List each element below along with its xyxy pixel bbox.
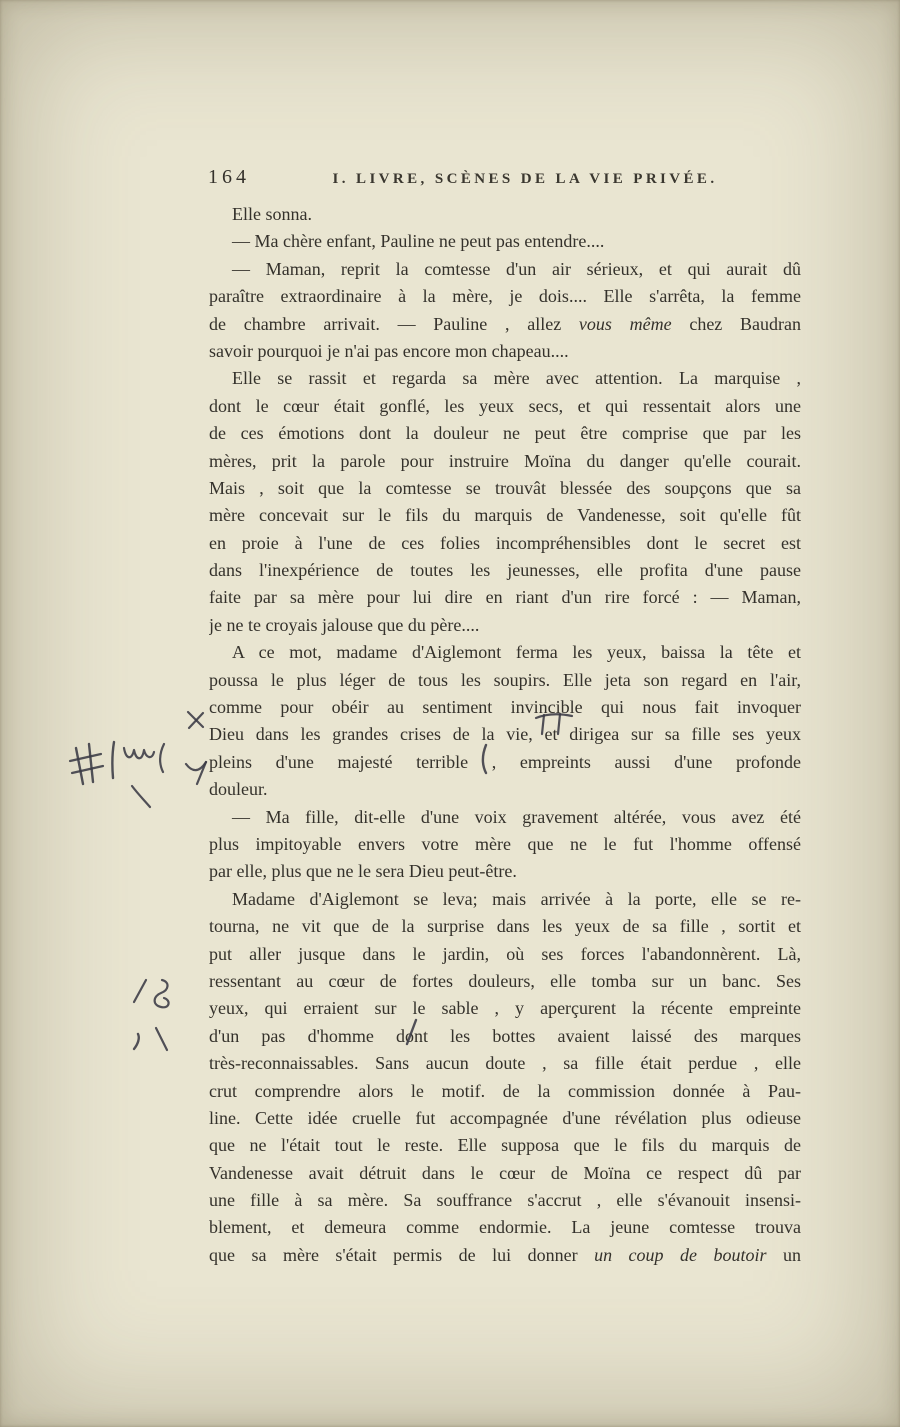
text-line bbox=[209, 639, 801, 666]
text-segment: par elle, plus que ne le sera Dieu peut-être. bbox=[209, 861, 517, 882]
text-segment: Elle sonna. bbox=[232, 204, 312, 224]
text-segment: plus impitoyable envers votre mère que ne le fut l'homme offensé bbox=[209, 833, 801, 854]
text-line bbox=[209, 228, 801, 255]
text-segment: mères, prit la parole pour instruire Moïna du danger qu'elle courait. bbox=[209, 450, 801, 471]
text-segment: faite par sa mère pour lui dire en riant d'un rire forcé : — Maman, bbox=[209, 587, 801, 608]
text-line bbox=[209, 1242, 801, 1269]
text-segment: Dieu dans les grandes crises de la vie, et dirigea sur sa fille ses yeux bbox=[209, 724, 801, 745]
text-line bbox=[209, 1132, 801, 1159]
text-line bbox=[209, 1050, 801, 1077]
handwriting-margin-marks-top-icon bbox=[62, 700, 212, 812]
text-segment: — Ma chère enfant, Pauline ne peut pas entendre.... bbox=[232, 231, 605, 252]
page-header bbox=[208, 166, 800, 189]
text-segment: crut comprendre alors le motif. de la commission donnée à Pau- bbox=[209, 1080, 801, 1101]
text-segment: Mais , soit que la comtesse se trouvât blessée des soupçons que sa bbox=[209, 477, 801, 498]
text-segment: que ne l'était tout le reste. Elle supposa que le fils du marquis de bbox=[209, 1135, 801, 1156]
text-line bbox=[209, 858, 801, 885]
text-line bbox=[209, 420, 801, 447]
text-line bbox=[209, 804, 801, 831]
text-segment: blement, et demeura comme endormie. La jeune comtesse trouva bbox=[209, 1217, 801, 1238]
text-line bbox=[209, 448, 801, 475]
page-number: 164 bbox=[208, 166, 250, 188]
text-line bbox=[209, 612, 801, 639]
text-segment: très-reconnaissables. Sans aucun doute , sa fille était perdue , elle bbox=[209, 1053, 801, 1074]
text-line bbox=[209, 831, 801, 858]
text-segment: un bbox=[766, 1244, 801, 1265]
text-segment: dans l'inexpérience de toutes les jeunesses, elle profita d'une pause bbox=[209, 560, 801, 581]
text-segment: poussa le plus léger de tous les soupirs. Elle jeta son regard en l'air, bbox=[209, 669, 801, 690]
text-line bbox=[209, 667, 801, 694]
handwriting-margin-marks-bottom-icon bbox=[126, 976, 182, 1056]
text-line bbox=[209, 941, 801, 968]
text-segment: Madame d'Aiglemont se leva; mais arrivée à la porte, elle se re- bbox=[232, 888, 801, 909]
text-line bbox=[209, 913, 801, 940]
text-segment: d'un pas d'homme dont les bottes avaient laissé des marques bbox=[209, 1025, 801, 1046]
text-line bbox=[209, 502, 801, 529]
text-segment: Vandenesse avait détruit dans le cœur de Moïna ce respect dû par bbox=[209, 1162, 801, 1183]
text-segment: savoir pourquoi je n'ai pas encore mon chapeau.... bbox=[209, 340, 569, 361]
text-line bbox=[209, 1023, 801, 1050]
text-line bbox=[209, 721, 801, 748]
text-line bbox=[209, 1214, 801, 1241]
text-line bbox=[209, 557, 801, 584]
text-segment: de ces émotions dont la douleur ne peut être comprise que par les bbox=[209, 423, 801, 444]
text-segment: en proie à l'une de ces folies incompréhensibles dont le secret est bbox=[209, 532, 801, 553]
text-line bbox=[209, 283, 801, 310]
text-line bbox=[209, 584, 801, 611]
text-segment: put aller jusque dans le jardin, où ses forces l'abandonnèrent. Là, bbox=[209, 943, 801, 964]
text-line bbox=[209, 201, 801, 228]
text-segment: ressentant au cœur de fortes douleurs, elle tomba sur un banc. Ses bbox=[209, 970, 801, 991]
italic-phrase: un coup de boutoir bbox=[594, 1244, 767, 1265]
text-segment: line. Cette idée cruelle fut accompagnée d'une révélation plus odieuse bbox=[209, 1107, 801, 1128]
text-segment: comme pour obéir au sentiment invincible qui nous fait invoquer bbox=[209, 697, 801, 718]
text-line bbox=[209, 886, 801, 913]
text-segment: chez Baudran bbox=[671, 313, 801, 334]
text-block bbox=[209, 201, 801, 1269]
running-title: I. LIVRE, SCÈNES DE LA VIE PRIVÉE. bbox=[332, 171, 718, 187]
text-line bbox=[209, 1078, 801, 1105]
text-line bbox=[209, 365, 801, 392]
text-segment: de chambre arrivait. — Pauline , allez bbox=[209, 313, 579, 334]
text-segment: paraître extraordinaire à la mère, je dois.... Elle s'arrêta, la femme bbox=[209, 286, 801, 307]
text-line bbox=[209, 530, 801, 557]
text-segment: douleur. bbox=[209, 779, 268, 800]
text-segment: dont le cœur était gonflé, les yeux secs, et qui ressentait alors une bbox=[209, 395, 801, 416]
text-line bbox=[209, 995, 801, 1022]
text-line bbox=[209, 749, 801, 776]
text-segment: une fille à sa mère. Sa souffrance s'accrut , elle s'évanouit insensi- bbox=[209, 1190, 801, 1211]
text-segment: Elle se rassit et regarda sa mère avec attention. La marquise , bbox=[232, 368, 801, 389]
text-segment: je ne te croyais jalouse que du père.... bbox=[209, 614, 480, 635]
text-line bbox=[209, 256, 801, 283]
text-segment: — Ma fille, dit-elle d'une voix gravement altérée, vous avez été bbox=[232, 806, 801, 827]
text-segment: que sa mère s'était permis de lui donner bbox=[209, 1244, 595, 1265]
text-line bbox=[209, 475, 801, 502]
text-segment: yeux, qui erraient sur le sable , y aperçurent la récente empreinte bbox=[209, 998, 801, 1019]
text-line bbox=[209, 694, 801, 721]
text-segment: — Maman, reprit la comtesse d'un air sérieux, et qui aurait dû bbox=[232, 258, 801, 279]
text-line bbox=[209, 338, 801, 365]
text-line bbox=[209, 968, 801, 995]
text-segment: A ce mot, madame d'Aiglemont ferma les yeux, baissa la tête et bbox=[232, 642, 801, 663]
text-line bbox=[209, 776, 801, 803]
text-line bbox=[209, 1105, 801, 1132]
text-segment: pleins d'une majesté terrible , empreints aussi d'une profonde bbox=[209, 751, 801, 772]
text-line bbox=[209, 311, 801, 338]
text-line bbox=[209, 1187, 801, 1214]
text-segment: mère concevait sur le fils du marquis de Vandenesse, soit qu'elle fût bbox=[209, 505, 801, 526]
text-line bbox=[209, 393, 801, 420]
italic-phrase: vous même bbox=[578, 313, 672, 334]
text-segment: tourna, ne vit que de la surprise dans les yeux de sa fille , sortit et bbox=[209, 916, 801, 937]
text-line bbox=[209, 1160, 801, 1187]
